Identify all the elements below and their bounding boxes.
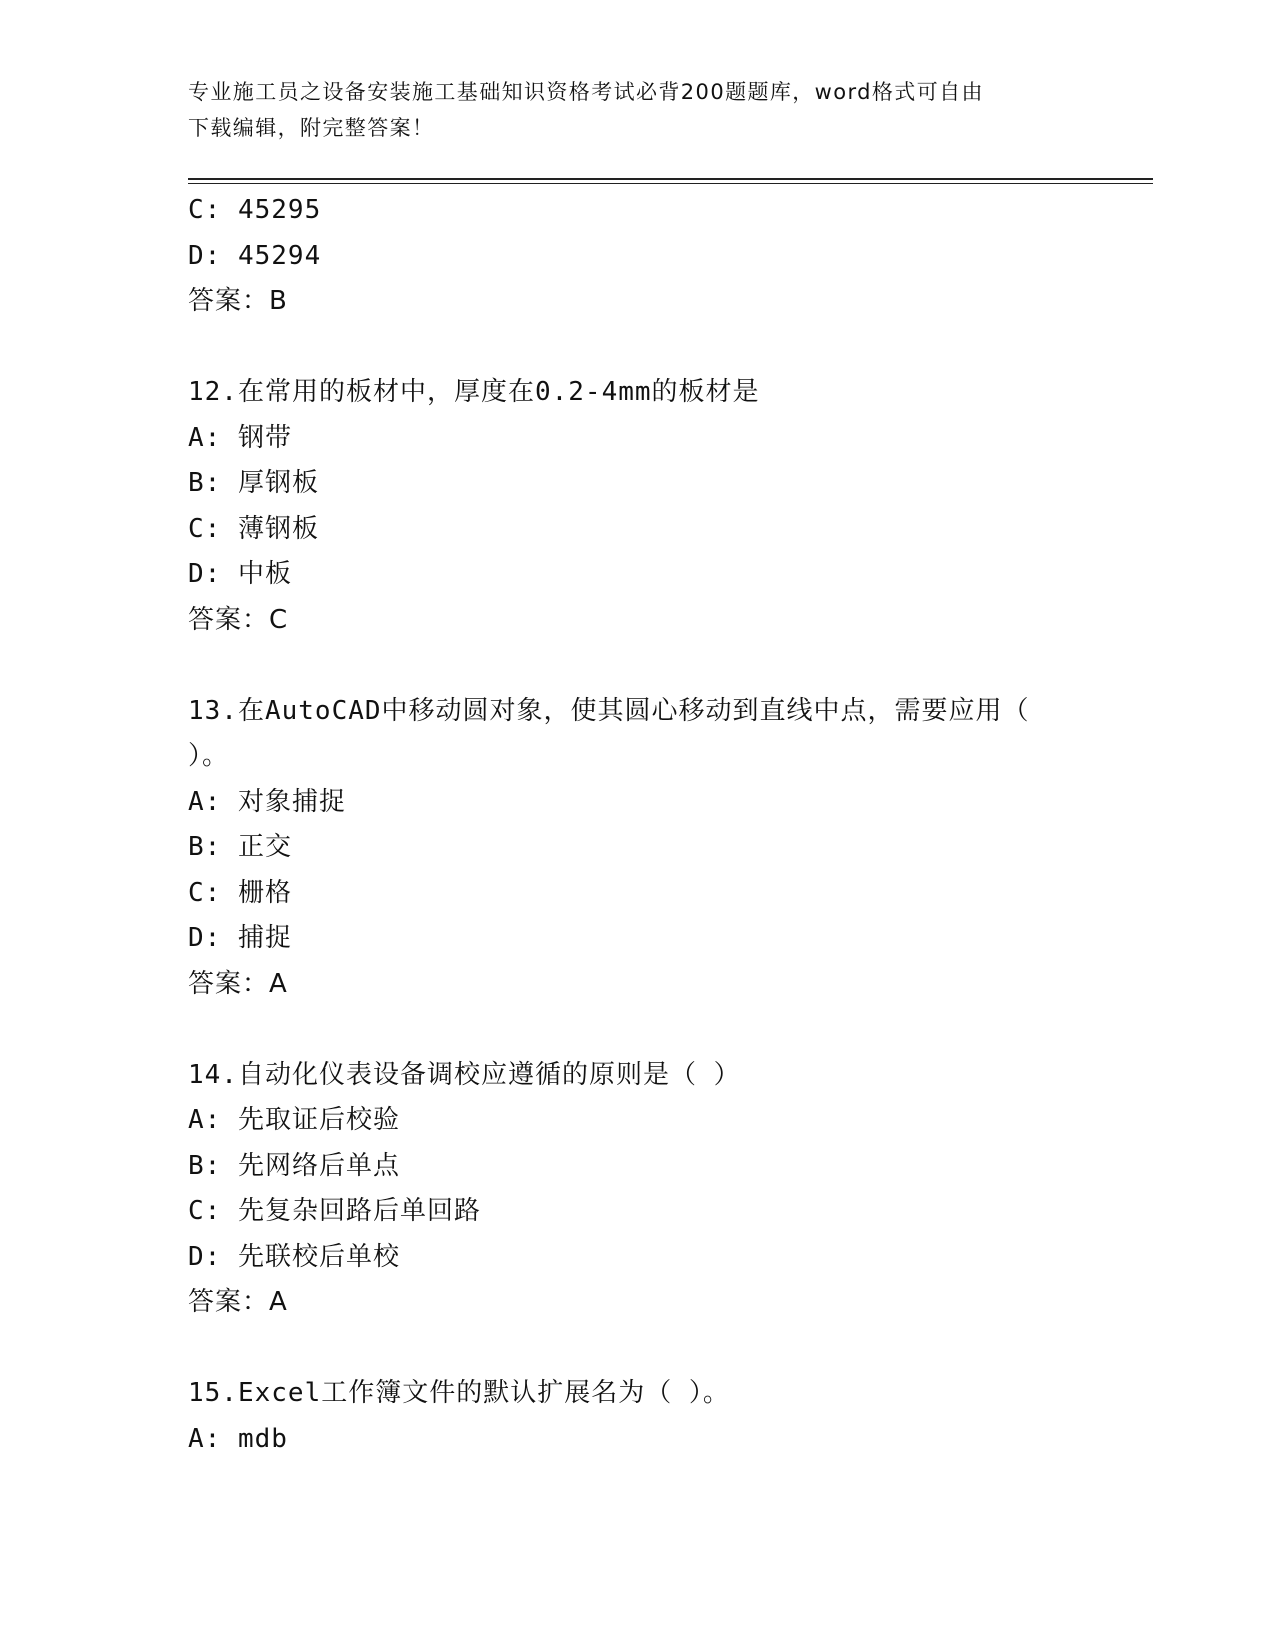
option-c: C: 先复杂回路后单回路: [188, 1196, 481, 1226]
answer: 答案：C: [188, 604, 289, 635]
question-11: [188, 188, 1088, 325]
document-header: [188, 74, 1068, 146]
option-d: D: 先联校后单校: [188, 1241, 400, 1272]
spacer: [188, 1326, 1088, 1372]
option-a: A: 对象捕捉: [188, 786, 346, 817]
question-12: [188, 370, 1088, 643]
option-d: D: 中板: [188, 559, 292, 589]
question-list: [188, 188, 1088, 1462]
question-14: [188, 1053, 1088, 1326]
answer: 答案：A: [188, 1287, 288, 1317]
spacer: [188, 1007, 1088, 1053]
option-b: B: 先网络后单点: [188, 1150, 400, 1181]
question-text: 12.在常用的板材中，厚度在0.2-4mm的板材是: [188, 377, 760, 407]
option-a: A: 先取证后校验: [188, 1105, 400, 1135]
question-13: [188, 689, 1088, 1008]
option-d: D: 捕捉: [188, 923, 292, 953]
question-text: 14.自动化仪表设备调校应遵循的原则是（ ）: [188, 1059, 741, 1090]
option-a: A: mdb: [188, 1423, 288, 1454]
header-divider-thin: [188, 183, 1153, 184]
option-c: C: 薄钢板: [188, 513, 319, 544]
header-line-1: 专业施工员之设备安装施工基础知识资格考试必背200题题库，word格式可自由: [188, 80, 984, 104]
question-text: 13.在AutoCAD中移动圆对象，使其圆心移动到直线中点，需要应用（: [188, 695, 1030, 726]
question-15: [188, 1371, 1088, 1462]
question-text-continued: ）。: [188, 741, 230, 771]
header-line-2: 下载编辑，附完整答案！: [188, 116, 435, 140]
option-c: C: 栅格: [188, 877, 292, 908]
answer: 答案：A: [188, 968, 288, 999]
option-d: D: 45294: [188, 240, 322, 271]
answer: 答案：B: [188, 286, 288, 316]
option-a: A: 钢带: [188, 422, 292, 453]
option-c: C: 45295: [188, 195, 322, 225]
spacer: [188, 643, 1088, 689]
question-text: 15.Excel工作簿文件的默认扩展名为（ ）。: [188, 1378, 730, 1408]
spacer: [188, 325, 1088, 371]
header-divider-thick: [188, 178, 1153, 180]
option-b: B: 正交: [188, 832, 292, 862]
option-b: B: 厚钢板: [188, 468, 319, 498]
